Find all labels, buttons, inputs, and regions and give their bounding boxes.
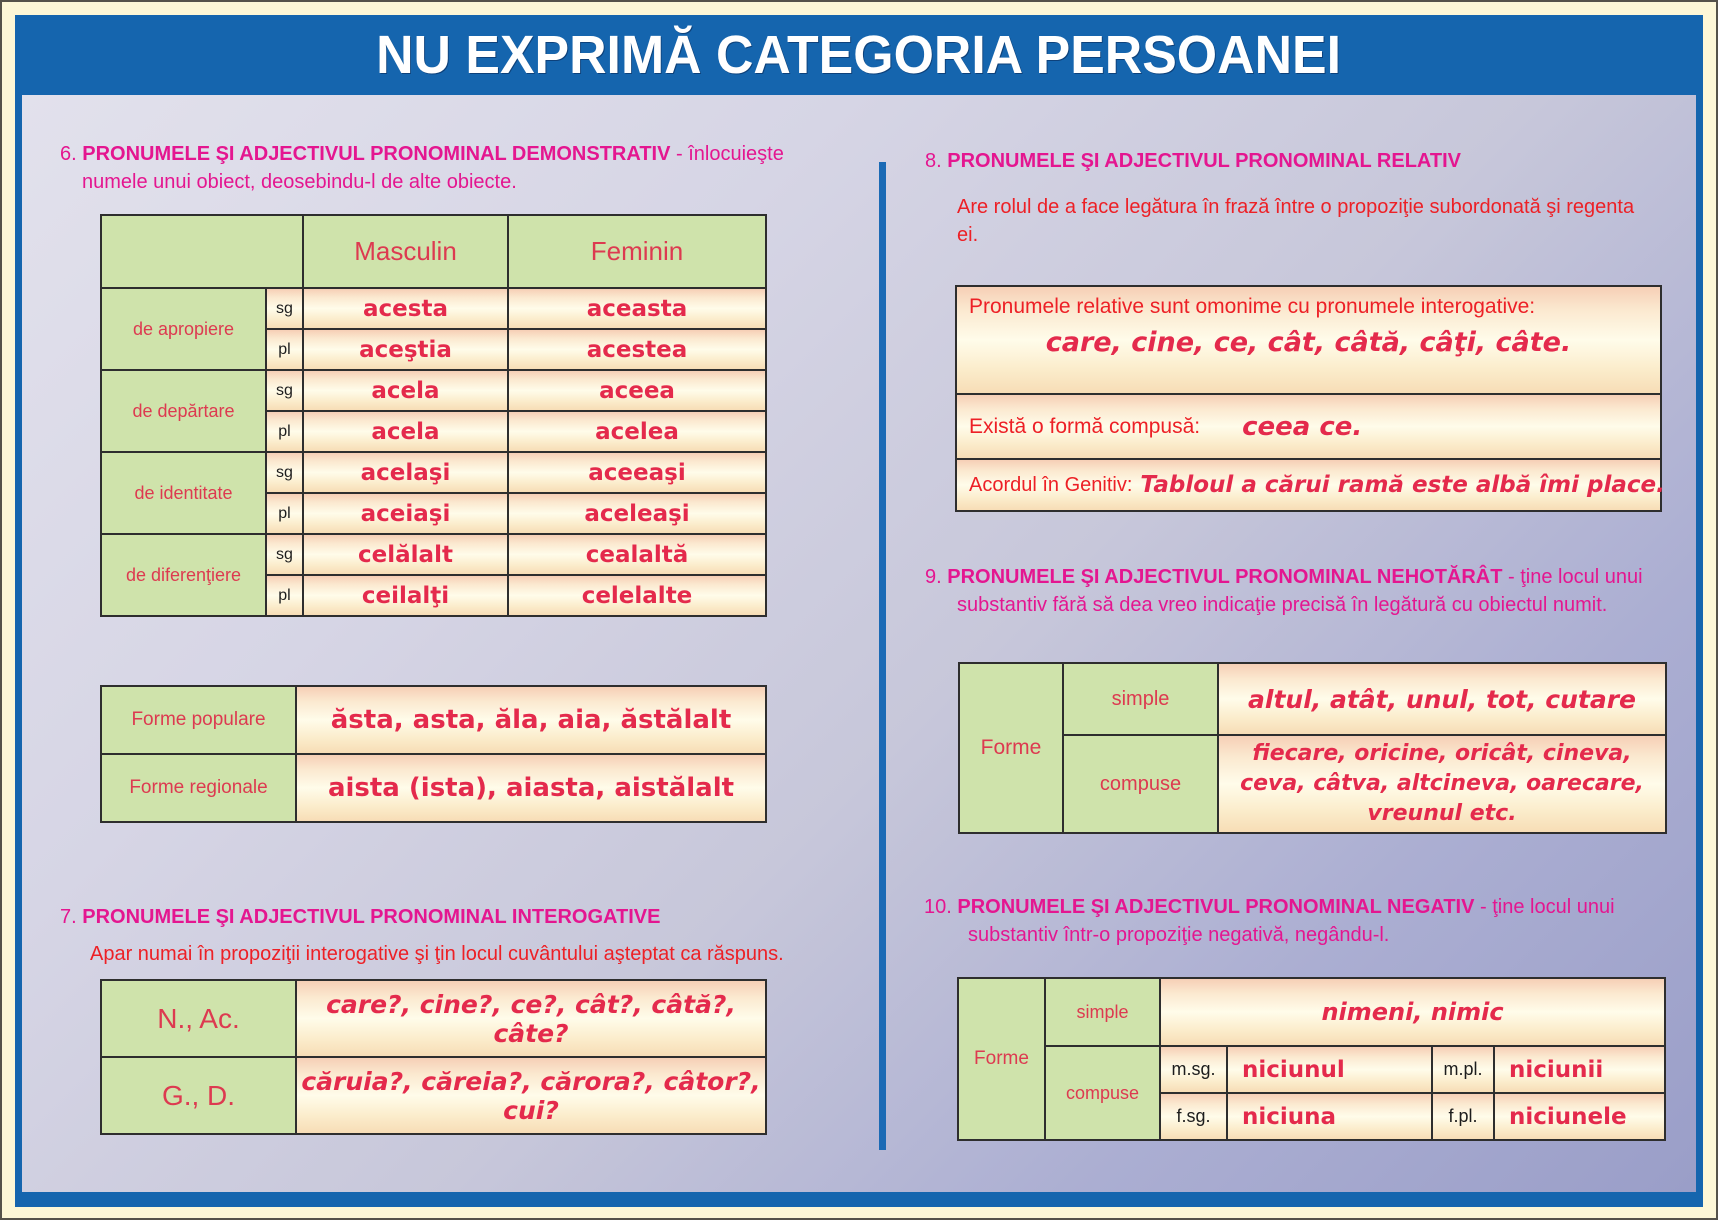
relative-row-intro: Acordul în Genitiv: xyxy=(969,473,1133,496)
table-cell: acelaşi xyxy=(303,452,508,493)
table-cell: aceştia xyxy=(303,329,508,370)
section-7-title: PRONUMELE ŞI ADJECTIVUL PRONOMINAL INTEROGATIVE xyxy=(82,906,661,928)
section-8-description: Are rolul de a face legătura în frază între o propoziţie subordonată şi regenta ei. xyxy=(957,196,1635,246)
table-cell: ceilalţi xyxy=(303,575,508,616)
content-area xyxy=(22,95,1696,1192)
demonstrative-table xyxy=(100,214,767,617)
table-cell: acela xyxy=(303,370,508,411)
sg-label: sg xyxy=(266,288,303,329)
section-6-description: - înlocuieşte numele unui obiect, deosebindu-l de alte obiecte. xyxy=(82,143,784,193)
table-cell: niciunul xyxy=(1227,1046,1432,1093)
pl-label: pl xyxy=(266,575,303,616)
table-cell: acela xyxy=(303,411,508,452)
row-label-de-identitate: de identitate xyxy=(101,452,266,534)
demonstrative-table-corner-cell xyxy=(101,215,303,288)
relative-row-homonyms xyxy=(957,287,1660,395)
table-cell: altul, atât, unul, tot, cutare xyxy=(1218,663,1666,735)
relative-row-intro: Pronumele relative sunt omonime cu pronumele interogative: xyxy=(969,295,1536,318)
relative-row-value: care, cine, ce, cât, câtă, câţi, câte. xyxy=(1045,327,1572,358)
table-cell: aceeaşi xyxy=(508,452,766,493)
table-cell: nimeni, nimic xyxy=(1160,978,1665,1046)
row-label-forme: Forme xyxy=(958,978,1045,1140)
table-cell: aceleaşi xyxy=(508,493,766,534)
sg-label: sg xyxy=(266,370,303,411)
section-10-heading xyxy=(924,893,1664,949)
section-7-description: Apar numai în propoziţii interogative şi ţin locul cuvântului aşteptat ca răspuns. xyxy=(90,943,784,965)
table-cell: căruia?, căreia?, cărora?, câtor?, cui? xyxy=(296,1057,766,1134)
pl-label: pl xyxy=(266,329,303,370)
section-8-number: 8. xyxy=(925,150,942,172)
page-title: NU EXPRIMĂ CATEGORIA PERSOANEI xyxy=(376,25,1342,85)
table-cell: celelalte xyxy=(508,575,766,616)
relative-row-intro: Există o formă compusă: xyxy=(969,414,1201,438)
negative-table xyxy=(957,977,1666,1141)
tag-feminine-plural: f.pl. xyxy=(1432,1093,1494,1140)
section-9-description: - ţine locul unui substantiv fără să dea vreo indicaţie precisă în legătură cu obiectul numit. xyxy=(957,566,1643,616)
row-label-forme-populare: Forme populare xyxy=(101,686,296,754)
table-cell: care?, cine?, ce?, cât?, câtă?, câte? xyxy=(296,980,766,1057)
row-label-forme-regionale: Forme regionale xyxy=(101,754,296,822)
section-9-number: 9. xyxy=(925,566,942,588)
table-cell: aceasta xyxy=(508,288,766,329)
table-cell: niciuna xyxy=(1227,1093,1432,1140)
sg-label: sg xyxy=(266,534,303,575)
table-cell: ăsta, asta, ăla, aia, ăstălalt xyxy=(296,686,766,754)
table-cell: cealaltă xyxy=(508,534,766,575)
column-header-masculin: Masculin xyxy=(303,215,508,288)
relative-row-value: ceea ce. xyxy=(1242,411,1363,442)
relative-row-genitive xyxy=(957,460,1665,510)
pl-label: pl xyxy=(266,493,303,534)
section-6-heading xyxy=(60,140,790,196)
section-10-number: 10. xyxy=(924,896,952,918)
table-cell: aista (ista), aiasta, aistălalt xyxy=(296,754,766,822)
table-cell: fiecare, oricine, oricât, cineva, ceva, câtva, altcineva, oarecare, vreunul etc. xyxy=(1218,735,1666,833)
section-6-title: PRONUMELE ŞI ADJECTIVUL PRONOMINAL DEMONSTRATIV xyxy=(82,143,671,165)
relative-row-value: Tabloul a cărui ramă este albă îmi place. xyxy=(1140,472,1665,498)
relative-row-compound xyxy=(957,395,1660,460)
section-7-number: 7. xyxy=(60,906,77,928)
row-label-simple: simple xyxy=(1045,978,1160,1046)
tag-feminine-singular: f.sg. xyxy=(1160,1093,1227,1140)
tag-masculine-singular: m.sg. xyxy=(1160,1046,1227,1093)
blue-frame xyxy=(15,15,1703,1207)
popular-regional-forms-table xyxy=(100,685,767,823)
table-cell: aceiaşi xyxy=(303,493,508,534)
table-cell: acesta xyxy=(303,288,508,329)
row-label-de-apropiere: de apropiere xyxy=(101,288,266,370)
section-6-number: 6. xyxy=(60,143,77,165)
row-label-compuse: compuse xyxy=(1063,735,1218,833)
table-cell: acestea xyxy=(508,329,766,370)
column-header-feminin: Feminin xyxy=(508,215,766,288)
row-label-genitive-dative: G., D. xyxy=(101,1057,296,1134)
row-label-nominative-accusative: N., Ac. xyxy=(101,980,296,1057)
row-label-de-diferentiere: de diferenţiere xyxy=(101,534,266,616)
table-cell: celălalt xyxy=(303,534,508,575)
table-cell: aceea xyxy=(508,370,766,411)
relative-pronouns-box xyxy=(955,285,1665,512)
table-cell: niciunii xyxy=(1494,1046,1665,1093)
row-label-de-departare: de depărtare xyxy=(101,370,266,452)
table-cell: acelea xyxy=(508,411,766,452)
column-divider xyxy=(879,162,886,1150)
indefinite-table xyxy=(958,662,1667,834)
section-10-description: - ţine locul unui substantiv într-o propoziţie negativă, negându-l. xyxy=(968,896,1615,946)
section-9-heading xyxy=(925,563,1655,619)
section-7-heading xyxy=(60,903,790,931)
row-label-simple: simple xyxy=(1063,663,1218,735)
row-label-compuse: compuse xyxy=(1045,1046,1160,1140)
row-label-forme: Forme xyxy=(959,663,1063,833)
sg-label: sg xyxy=(266,452,303,493)
title-banner xyxy=(15,15,1703,95)
section-8-title: PRONUMELE ŞI ADJECTIVUL PRONOMINAL RELATIV xyxy=(947,150,1461,172)
table-cell: niciunele xyxy=(1494,1093,1665,1140)
section-10-title: PRONUMELE ŞI ADJECTIVUL PRONOMINAL NEGATIV xyxy=(957,896,1475,918)
section-8-heading xyxy=(925,147,1665,175)
tag-masculine-plural: m.pl. xyxy=(1432,1046,1494,1093)
interrogative-table xyxy=(100,979,767,1135)
pl-label: pl xyxy=(266,411,303,452)
section-9-title: PRONUMELE ŞI ADJECTIVUL PRONOMINAL NEHOTĂRÂT xyxy=(947,566,1503,588)
